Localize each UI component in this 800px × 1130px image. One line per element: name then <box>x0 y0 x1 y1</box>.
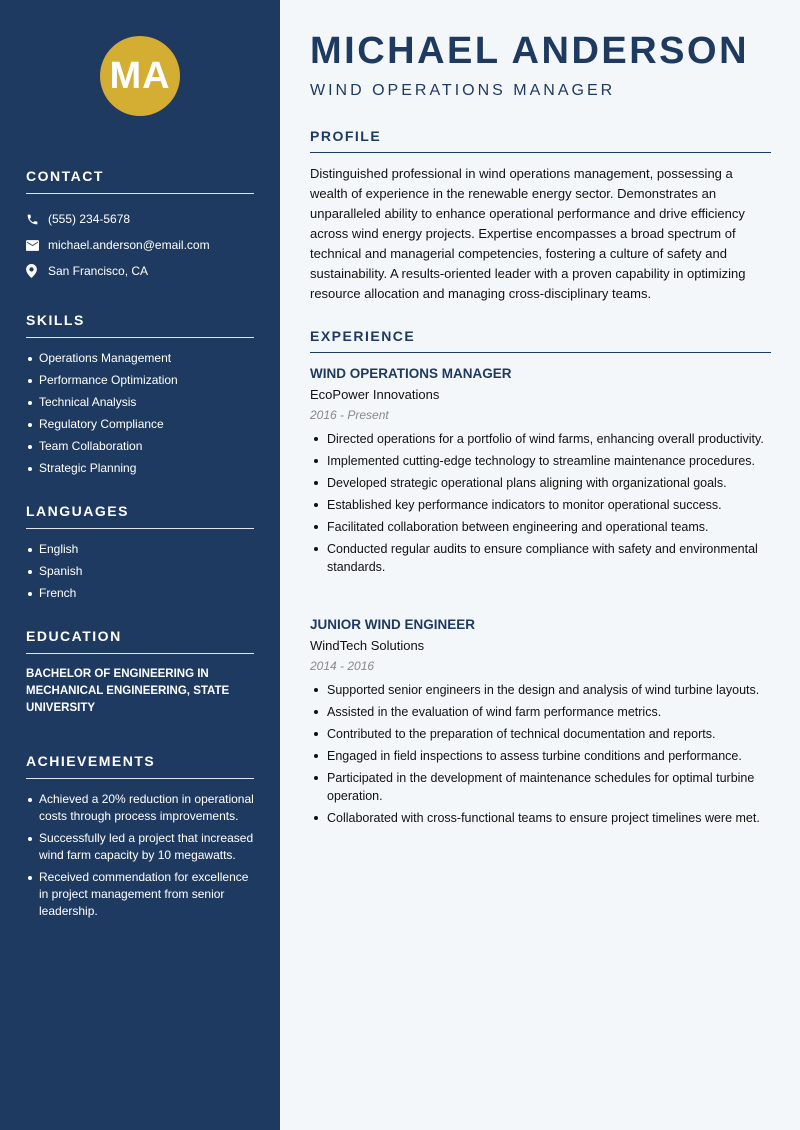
location-text: San Francisco, CA <box>48 264 149 278</box>
list-item: Strategic Planning <box>26 460 254 477</box>
list-item: Spanish <box>26 563 254 580</box>
list-item: Engaged in field inspections to assess turbine conditions and performance. <box>310 747 771 765</box>
list-item: Performance Optimization <box>26 372 254 389</box>
list-item: Regulatory Compliance <box>26 416 254 433</box>
achievements-section <box>26 753 254 920</box>
list-item: Facilitated collaboration between engineering and operational teams. <box>310 518 771 536</box>
list-item: French <box>26 585 254 602</box>
contact-section <box>26 168 254 284</box>
list-item: Received commendation for excellence in project management from senior leadership. <box>26 869 254 920</box>
languages-section <box>26 503 254 602</box>
sidebar <box>0 0 280 1130</box>
skills-section <box>26 312 254 477</box>
phone-icon <box>26 213 48 226</box>
education-degree: BACHELOR OF ENGINEERING IN MECHANICAL ENGINEERING, STATE UNIVERSITY <box>26 668 230 714</box>
job-entry <box>310 617 771 831</box>
skills-list <box>26 350 254 477</box>
list-item: Participated in the development of maintenance schedules for optimal turbine operation. <box>310 769 771 805</box>
profile-heading: PROFILE <box>310 128 771 153</box>
job-title: JUNIOR WIND ENGINEER <box>310 617 476 632</box>
contact-phone[interactable] <box>26 206 254 232</box>
list-item: Successfully led a project that increased wind farm capacity by 10 megawatts. <box>26 830 254 864</box>
languages-list <box>26 541 254 602</box>
list-item: Conducted regular audits to ensure compliance with safety and environmental standards. <box>310 540 771 576</box>
contact-heading: CONTACT <box>26 168 254 194</box>
experience-heading: EXPERIENCE <box>310 328 771 353</box>
candidate-name: MICHAEL ANDERSON <box>310 30 750 72</box>
job-entry <box>310 366 771 580</box>
list-item: Assisted in the evaluation of wind farm performance metrics. <box>310 703 771 721</box>
list-item: Contributed to the preparation of technical documentation and reports. <box>310 725 771 743</box>
email-icon <box>26 240 48 251</box>
job-title-header: WIND OPERATIONS MANAGER <box>310 82 616 99</box>
list-item: Team Collaboration <box>26 438 254 455</box>
list-item: Developed strategic operational plans aligning with organizational goals. <box>310 474 771 492</box>
skills-heading: SKILLS <box>26 312 254 338</box>
job-dates: 2016 - Present <box>310 408 389 422</box>
list-item: Supported senior engineers in the design and analysis of wind turbine layouts. <box>310 681 771 699</box>
job-bullets <box>310 681 771 827</box>
profile-text: Distinguished professional in wind operations management, possessing a wealth of experience in the renewable energy sector. Demonstrates an unparalleled ability to enhance operational performance and drive efficiency across wind energy projects. Expertise encompasses a broad spectrum of technical and managerial competencies, fostering a culture of safety and sustainability. A results-oriented leader with a proven capability in optimizing resource allocation and managing cross-disciplinary teams. <box>310 166 746 301</box>
phone-text: (555) 234-5678 <box>48 212 131 226</box>
education-section <box>26 628 254 717</box>
list-item: Operations Management <box>26 350 254 367</box>
job-dates: 2014 - 2016 <box>310 659 375 673</box>
list-item: English <box>26 541 254 558</box>
list-item: Established key performance indicators to monitor operational success. <box>310 496 771 514</box>
list-item: Technical Analysis <box>26 394 254 411</box>
list-item: Achieved a 20% reduction in operational costs through process improvements. <box>26 791 254 825</box>
contact-email[interactable] <box>26 232 254 258</box>
job-company: WindTech Solutions <box>310 638 425 653</box>
location-pin-icon <box>26 264 48 278</box>
list-item: Directed operations for a portfolio of wind farms, enhancing overall productivity. <box>310 430 771 448</box>
achievements-list <box>26 791 254 920</box>
job-company: EcoPower Innovations <box>310 387 440 402</box>
achievements-heading: ACHIEVEMENTS <box>26 753 254 779</box>
education-heading: EDUCATION <box>26 628 254 654</box>
avatar: MA <box>100 36 180 116</box>
job-title: WIND OPERATIONS MANAGER <box>310 366 512 381</box>
job-bullets <box>310 430 771 576</box>
list-item: Collaborated with cross-functional teams to ensure project timelines were met. <box>310 809 771 827</box>
list-item: Implemented cutting-edge technology to streamline maintenance procedures. <box>310 452 771 470</box>
languages-heading: LANGUAGES <box>26 503 254 529</box>
email-text: michael.anderson@email.com <box>48 238 210 252</box>
contact-location <box>26 258 254 284</box>
